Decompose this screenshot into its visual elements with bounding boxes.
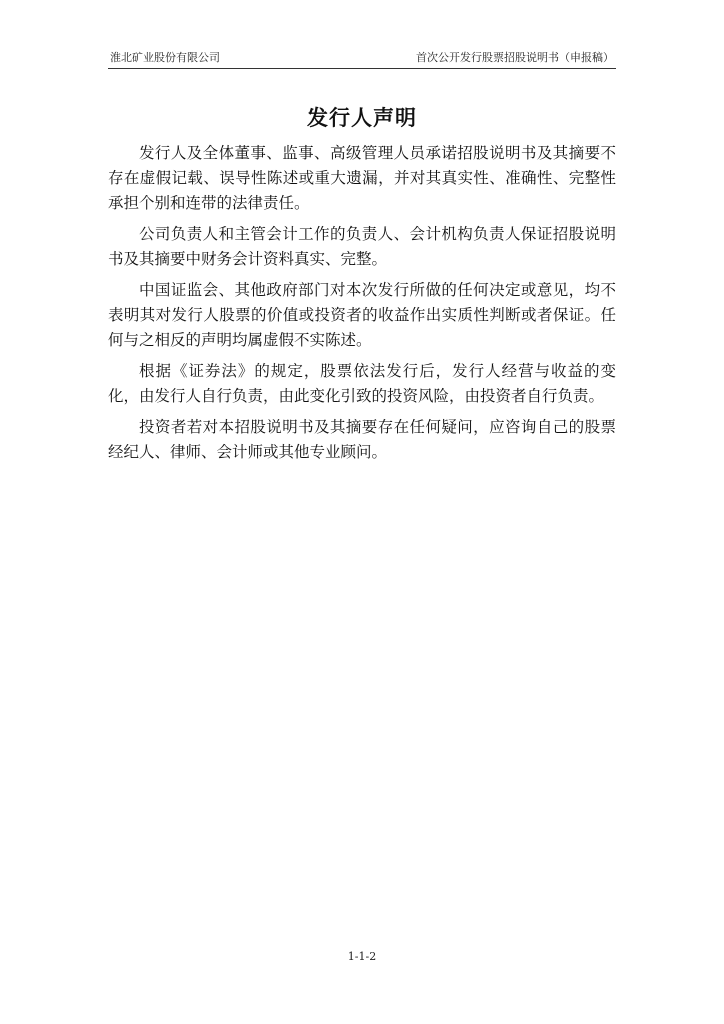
document-name: 首次公开发行股票招股说明书（申报稿） [416,51,614,64]
paragraph-4: 根据《证券法》的规定，股票依法发行后，发行人经营与收益的变化，由发行人自行负责，由此变化引致的投资风险，由投资者自行负责。 [108,362,616,405]
paragraph-3: 中国证监会、其他政府部门对本次发行所做的任何决定或意见，均不表明其对发行人股票的价值或投资者的收益作出实质性判断或者保证。任何与之相反的声明均属虚假不实陈述。 [108,281,616,349]
page-number: 1-1-2 [347,950,377,963]
company-name: 淮北矿业股份有限公司 [110,51,220,64]
page-title: 发行人声明 [307,105,417,130]
paragraph-5: 投资者若对本招股说明书及其摘要存在任何疑问，应咨询自己的股票经纪人、律师、会计师或其他专业顾问。 [108,418,616,461]
declaration-body [108,141,616,471]
paragraph-2: 公司负责人和主管会计工作的负责人、会计机构负责人保证招股说明书及其摘要中财务会计资料真实、完整。 [108,225,616,268]
paragraph-1: 发行人及全体董事、监事、高级管理人员承诺招股说明书及其摘要不存在虚假记载、误导性陈述或重大遗漏，并对其真实性、准确性、完整性承担个别和连带的法律责任。 [108,144,616,212]
page-header [108,48,616,69]
